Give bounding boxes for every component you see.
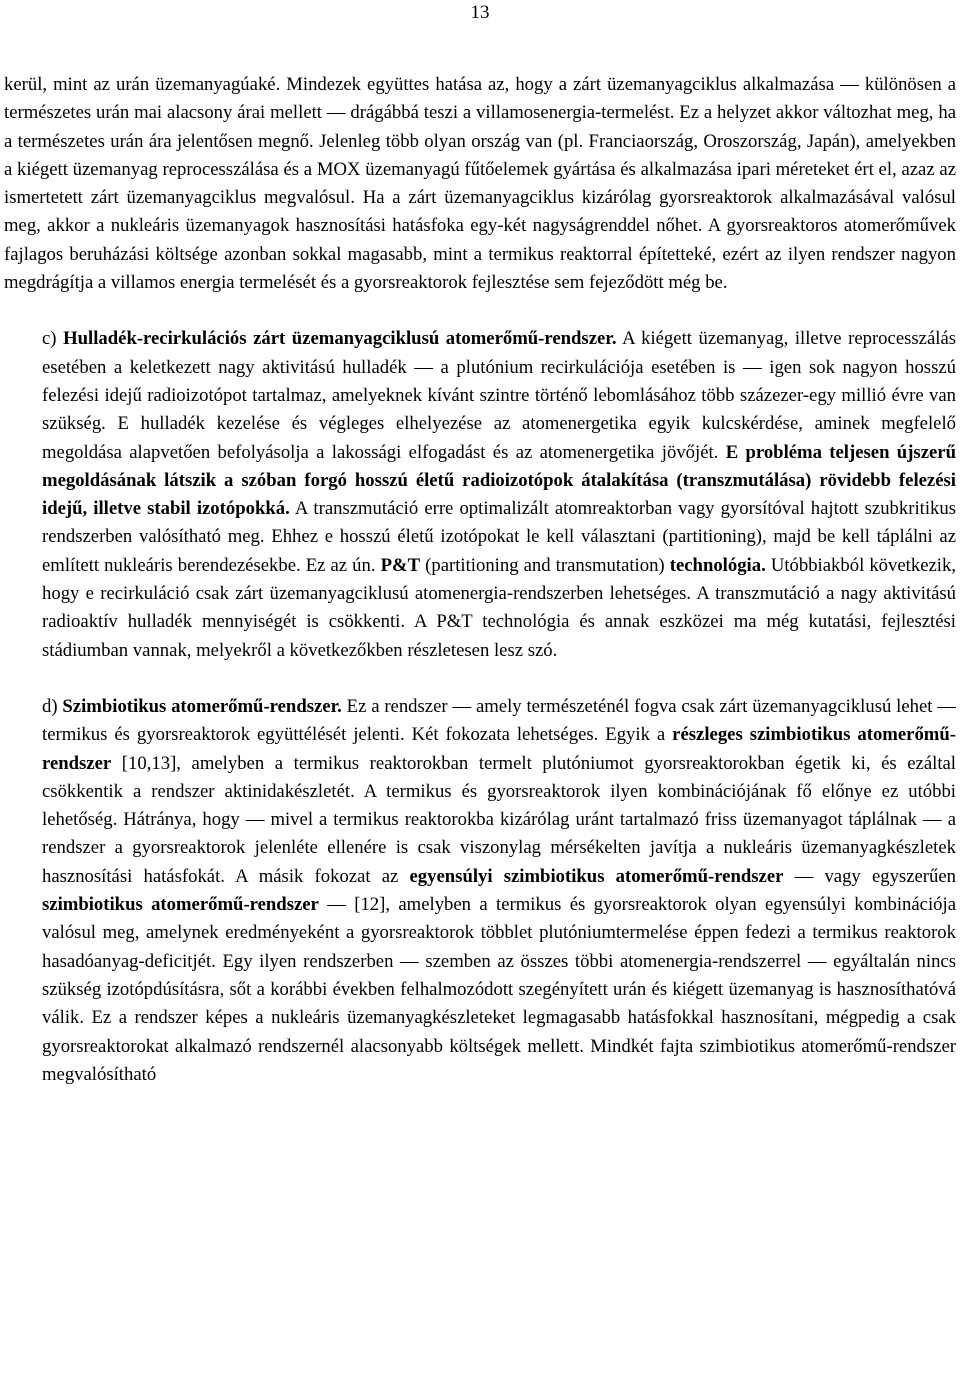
paragraph-symbiotic-system xyxy=(4,693,956,1089)
body-text xyxy=(4,71,956,1089)
emphasis-text: technológia. xyxy=(669,554,766,576)
paragraph-text: Ez a rendszer — amely természeténél fogva csak zárt üzemanyagciklusú lehet — termikus és gyorsreaktorok együttélését jelenti. Két fokozata lehetséges. Egyik a xyxy=(42,695,956,746)
paragraph-text: — [12], amelyben a termikus és gyorsreaktorok olyan egyensúlyi kombinációja valósul meg, amelynek eredményeként a gyorsreaktorok többlet plutóniumtermelése éppen fedezi a termikus reaktorok hasadóanyag-deficitjét. Egy ilyen rendszerben — szemben az összes többi atomenergia-rendszerrel — egyáltalán nincs szükség izotópdúsításra, sőt a korábbi években felhalmozódott szegényített urán és kiégett üzemanyag is hasznosíthatóvá válik. Ez a rendszer képes a nukleáris üzemanyagkészleteket legmagasabb hatásfokkal hasznosítani, mégpedig a csak gyorsreaktorokat alkalmazó rendszernél alacsonyabb költségek mellett. Mindkét fajta szimbiotikus atomerőmű-rendszer megvalósítható xyxy=(42,894,957,1085)
emphasis-text: E probléma teljesen újszerű megoldásának látszik a szóban forgó hosszú életű radioizotópok átalakítása (transzmutálása) rövidebb felezési idejű, illetve stabil izotópokká. xyxy=(42,441,956,520)
paragraph-text: (partitioning and transmutation) xyxy=(420,554,670,576)
paragraph-text: A transzmutáció erre optimalizált atomreaktorban vagy gyorsítóval hajtott szubkritikus rendszerben valósítható meg. Ehhez e hosszú életű izotópokat le kell választani (partitioning), majd be kell táplálni az említett nukleáris berendezésekbe. Ez az ún. xyxy=(42,498,957,576)
paragraph-closed-fuel-cycle xyxy=(4,71,956,297)
paragraph-text: [10,13], amelyben a termikus reaktorokban termelt plutóniumot gyorsreaktorokban égetik ki, és ezáltal csökkentik a rendszer aktinidakészletét. A termikus és gyorsreaktorok ilyen kombinációjának fő előnye ez utóbbi lehetőség. Hátránya, hogy — mivel a termikus reaktorokba kizárólag uránt tartalmazó friss üzemanyagot táplálnak — a rendszer a gyorsreaktorok jelenléte ellenére is csak viszonylag mérsékelten javítja a nukleáris üzemanyagkészletek hasznosítási hatásfokát. A másik fokozat az xyxy=(42,752,956,887)
section-heading: Szimbiotikus atomerőmű-rendszer. xyxy=(62,695,342,717)
emphasis-text: P&T xyxy=(380,554,421,576)
emphasis-text: szimbiotikus atomerőmű-rendszer xyxy=(42,894,319,916)
page-number: 13 xyxy=(470,2,490,23)
emphasis-text: egyensúlyi szimbiotikus atomerőmű-rendszer xyxy=(409,865,784,887)
paragraph-waste-recirculation xyxy=(4,325,956,665)
list-label: c) xyxy=(42,328,64,350)
list-label: d) xyxy=(42,695,63,717)
paragraph-text: kerül, mint az urán üzemanyagúaké. Mindezek együttes hatása az, hogy a zárt üzemanyagciklus alkalmazása — különösen a természetes urán mai alacsony árai mellett — drágábbá teszi a villamosenergia-termelést. Ez a helyzet akkor változhat meg, ha a természetes urán ára jelentősen megnő. Jelenleg több olyan ország van (pl. Franciaország, Oroszország, Japán), amelyekben a kiégett üzemanyag reprocesszálása és a MOX üzemanyagú fűtőelemek gyártása és alkalmazása ipari méreteket ért el, azaz az ismertetett zárt üzemanyagciklus megvalósul. Ha a zárt üzemanyagciklus kizárólag gyorsreaktorok alkalmazásával valósul meg, akkor a nukleáris üzemanyagok hasznosítási hatásfoka egy-két nagyságrenddel nőhet. A gyorsreaktoros atomerőművek fajlagos beruházási költsége azonban sokkal magasabb, mint a termikus reaktorral építetteké, ezért az ilyen rendszer nagyon megdrágítja a villamos energia termelését és a gyorsreaktorok fejlesztése sem fejeződött még be. xyxy=(4,74,956,294)
paragraph-text: Utóbbiakból következik, hogy e recirkuláció csak zárt üzemanyagciklusú atomenergia-rendszerben lehetséges. A transzmutáció a nagy aktivitású radioaktív hulladék mennyiségét is csökkenti. A P&T technológia és annak eszközei ma még kutatási, fejlesztési stádiumban vannak, melyekről a következőkben részletesen lesz szó. xyxy=(42,554,956,661)
paragraph-text: A kiégett üzemanyag, illetve reprocesszálás esetében a keletkezett nagy aktivitású hulladék — a plutónium recirkulációja esetében is — igen sok nagyon hosszú felezési idejű radioizotópot tartalmaz, amelyeknek kívánt szintre történő lebomlásához több százezer-egy millió évre van szükség. E hulladék kezelése és végleges elhelyezése az atomenergetika egyik kulcskérdése, aminek megfelelő megoldása alapvetően befolyásolja a lakossági elfogadást és az atomenergetika jövőjét. xyxy=(42,328,957,463)
section-heading: Hulladék-recirkulációs zárt üzemanyagciklusú atomerőmű-rendszer. xyxy=(63,328,617,350)
paragraph-text: — vagy egyszerűen xyxy=(783,865,956,887)
emphasis-text: részleges szimbiotikus atomerőmű-rendszer xyxy=(42,724,956,774)
